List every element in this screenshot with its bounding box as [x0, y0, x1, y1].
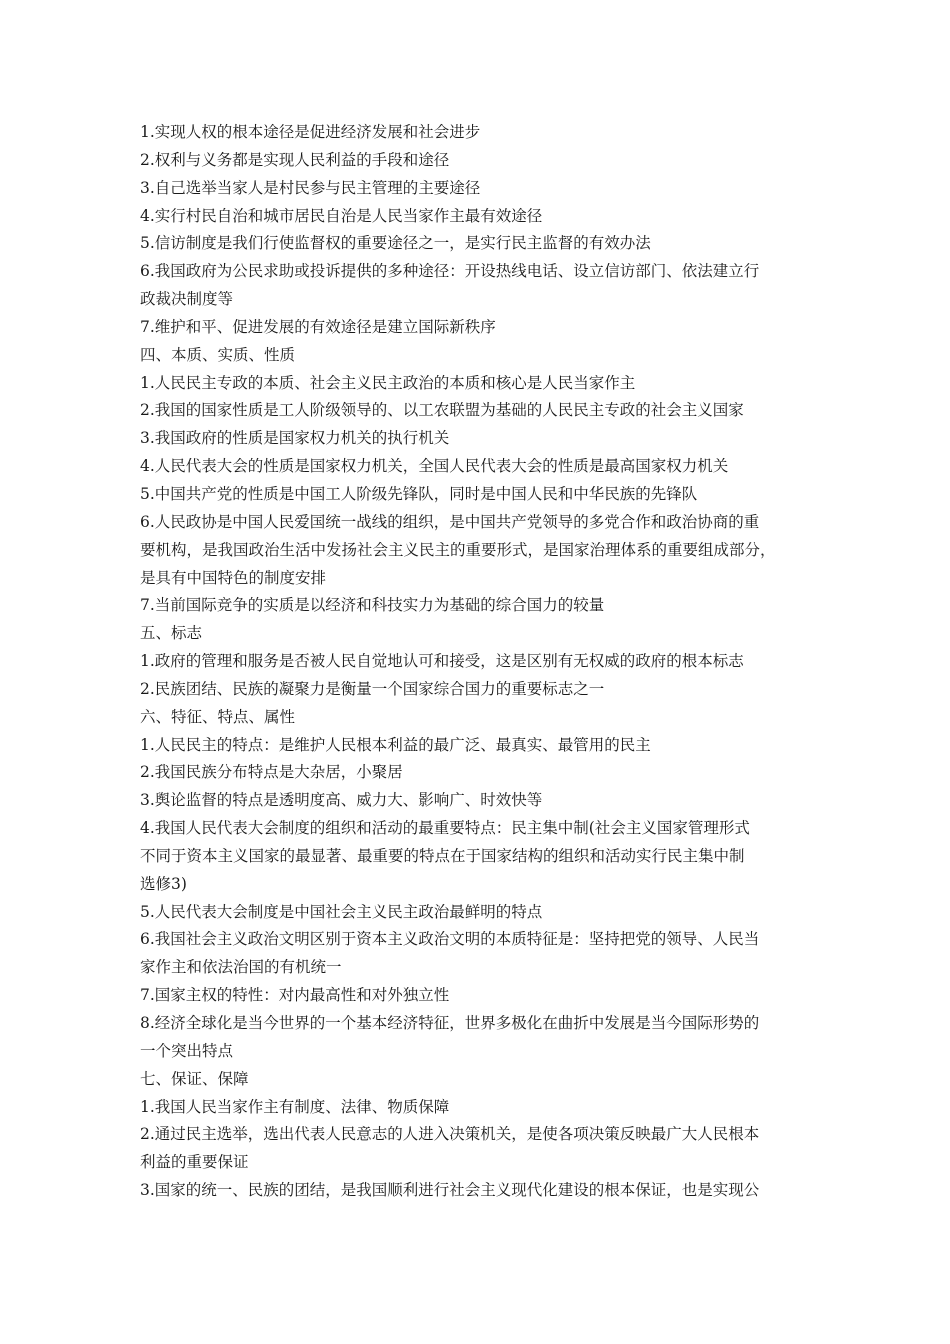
text-line: 2.权利与义务都是实现人民利益的手段和途径	[140, 150, 450, 169]
text-line: 3.我国政府的性质是国家权力机关的执行机关	[140, 429, 450, 448]
text-line: 2.民族团结、民族的凝聚力是衡量一个国家综合国力的重要标志之一	[140, 679, 605, 698]
text-line: 3.舆论监督的特点是透明度高、威力大、影响广、时效快等	[140, 791, 543, 810]
text-line: 是具有中国特色的制度安排	[140, 568, 327, 587]
text-line: 5.信访制度是我们行使监督权的重要途径之一，是实行民主监督的有效办法	[140, 234, 651, 253]
text-line: 7.当前国际竞争的实质是以经济和科技实力为基础的综合国力的较量	[140, 596, 605, 615]
document-body	[140, 119, 820, 1205]
text-line: 1.实现人权的根本途径是促进经济发展和社会进步	[140, 123, 481, 141]
text-line: 四、本质、实质、性质	[140, 345, 296, 364]
text-line: 选修3)	[140, 874, 187, 893]
text-line: 2.我国的国家性质是工人阶级领导的、以工农联盟为基础的人民民主专政的社会主义国家	[140, 401, 744, 420]
text-line: 1.人民民主专政的本质、社会主义民主政治的本质和核心是人民当家作主	[140, 373, 636, 392]
text-line: 7.维护和平、促进发展的有效途径是建立国际新秩序	[140, 317, 496, 336]
text-line: 七、保证、保障	[140, 1069, 249, 1088]
text-line: 政裁决制度等	[140, 290, 234, 309]
text-line: 五、标志	[140, 624, 203, 643]
text-line: 3.国家的统一、民族的团结，是我国顺利进行社会主义现代化建设的根本保证，也是实现公	[140, 1181, 760, 1200]
text-line: 5.中国共产党的性质是中国工人阶级先锋队，同时是中国人民和中华民族的先锋队	[140, 484, 698, 503]
text-line: 利益的重要保证	[140, 1153, 249, 1172]
text-line: 1.政府的管理和服务是否被人民自觉地认可和接受，这是区别有无权威的政府的根本标志	[140, 652, 744, 671]
text-line: 要机构，是我国政治生活中发扬社会主义民主的重要形式，是国家治理体系的重要组成部分，	[140, 540, 776, 559]
text-line: 5.人民代表大会制度是中国社会主义民主政治最鲜明的特点	[140, 902, 543, 921]
text-line: 1.我国人民当家作主有制度、法律、物质保障	[140, 1097, 450, 1116]
text-line: 7.国家主权的特性：对内最高性和对外独立性	[140, 986, 450, 1005]
text-line: 4.人民代表大会的性质是国家权力机关，全国人民代表大会的性质是最高国家权力机关	[140, 457, 729, 476]
text-line: 不同于资本主义国家的最显著、最重要的特点在于国家结构的组织和活动实行民主集中制	[140, 846, 745, 865]
text-line: 1.人民民主的特点：是维护人民根本利益的最广泛、最真实、最管用的民主	[140, 735, 651, 754]
text-line: 6.人民政协是中国人民爱国统一战线的组织，是中国共产党领导的多党合作和政治协商的重	[140, 512, 760, 531]
text-line: 3.自己选举当家人是村民参与民主管理的主要途径	[140, 178, 481, 197]
text-line: 2.我国民族分布特点是大杂居，小聚居	[140, 763, 403, 782]
text-line: 一个突出特点	[140, 1041, 234, 1060]
text-line: 8.经济全球化是当今世界的一个基本经济特征，世界多极化在曲折中发展是当今国际形势的	[140, 1014, 760, 1032]
text-line: 6.我国政府为公民求助或投诉提供的多种途径：开设热线电话、设立信访部门、依法建立行	[140, 262, 760, 281]
text-line: 6.我国社会主义政治文明区别于资本主义政治文明的本质特征是：坚持把党的领导、人民当	[140, 930, 760, 949]
text-line: 家作主和依法治国的有机统一	[140, 958, 342, 977]
text-line: 4.我国人民代表大会制度的组织和活动的最重要特点：民主集中制(社会主义国家管理形式	[140, 819, 750, 838]
text-line: 4.实行村民自治和城市居民自治是人民当家作主最有效途径	[140, 206, 543, 225]
text-line: 六、特征、特点、属性	[140, 707, 296, 726]
text-line: 2.通过民主选举，选出代表人民意志的人进入决策机关，是使各项决策反映最广大人民根本	[140, 1125, 760, 1144]
